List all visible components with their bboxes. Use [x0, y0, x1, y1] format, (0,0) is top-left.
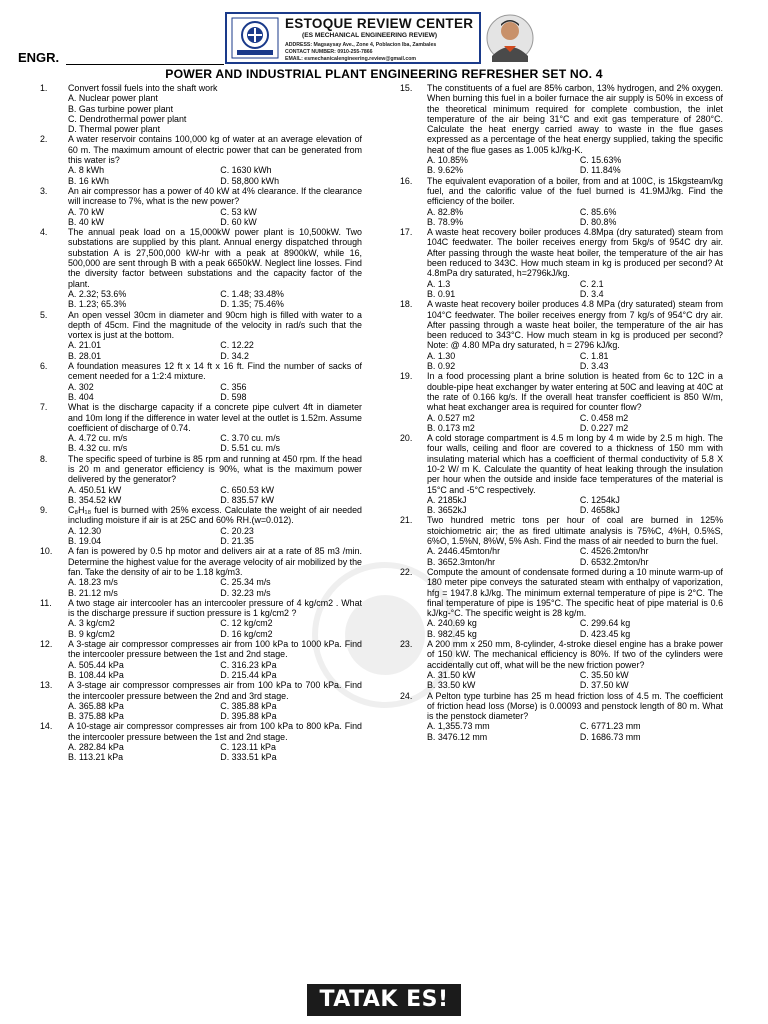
answer-option: D. 1.35; 75.46%: [220, 299, 284, 310]
answer-row: [68, 670, 362, 680]
answer-row: [427, 165, 723, 175]
answer-option: B. 3652kJ: [427, 505, 467, 516]
question-item: [400, 639, 723, 690]
answer-option: A. 302: [68, 381, 94, 392]
answer-option: B. 113.21 kPa: [68, 752, 124, 763]
question-item: [40, 680, 362, 721]
answer-option: A. 70 kW: [68, 206, 105, 217]
answer-option: D. 0.227 m2: [579, 422, 629, 433]
answer-row: [427, 351, 723, 361]
question-item: [40, 402, 362, 453]
answer-option: B. 0.173 m2: [427, 422, 475, 433]
question-number: 19.: [400, 371, 413, 382]
answer-option: D. 60 kW: [220, 216, 257, 227]
answer-option: D. 32.23 m/s: [220, 587, 271, 598]
answer-option: C. 1.81: [579, 350, 609, 361]
question-item: [40, 721, 362, 762]
question-text: A Pelton type turbine has 25 m head friction loss of 4.5 m. The coefficient of friction head loss (Morse) is 0.00093 and penstock length of 80 m. What is the penstock diameter?: [427, 690, 723, 722]
answer-row: [68, 495, 362, 505]
answer-option: D. 34.2: [220, 350, 249, 361]
answer-option: C. 35.50 kW: [579, 669, 629, 680]
question-number: 22.: [400, 566, 413, 577]
question-text: An air compressor has a power of 40 kW at 4% clearance. If the clearance will increase to 7%, what is the new power?: [68, 185, 362, 207]
question-number: 12.: [40, 639, 53, 650]
answer-option: D. 423.45 kg: [579, 628, 631, 639]
question-body: [427, 433, 723, 515]
answer-row: [427, 557, 723, 567]
answer-row: [427, 721, 723, 731]
question-body: [68, 361, 362, 402]
question-number: 21.: [400, 515, 413, 526]
answer-option: D. 16 kg/cm2: [220, 628, 273, 639]
answer-option: B. 0.91: [427, 288, 456, 299]
answer-row: [427, 495, 723, 505]
answer-row: [68, 207, 362, 217]
question-body: [68, 402, 362, 453]
instructor-photo-icon: [486, 12, 534, 64]
answer-option: C. 385.88 kPa: [220, 700, 277, 711]
question-text: An open vessel 30cm in diameter and 90cm high is filled with water to a depth of 45cm. Find the magnitude of the velocity in rad/s such that the vortex is just at the bottom.: [68, 309, 362, 341]
answer-option: D. 21.35: [220, 536, 254, 547]
answer-row: [427, 289, 723, 299]
answer-option: B. 4.32 cu. m/s: [68, 443, 128, 454]
question-body: [427, 227, 723, 299]
question-item: [400, 433, 723, 515]
answer-row: [68, 433, 362, 443]
answer-option: C. 53 kW: [220, 206, 257, 217]
answer-option: B. 16 kWh: [68, 175, 109, 186]
answer-option: A. 1.30: [427, 350, 456, 361]
question-number: 14.: [40, 721, 53, 732]
question-number: 17.: [400, 227, 413, 238]
question-text: The annual peak load on a 15,000kW power plant is 10,500kW. Two substations are supplied by this plant. Annual energy dispatched through substation A is 27,500,000 kW-hr with a peak at 8900kW, while 16, 500,000 are sent through B with a peak 6650kW. Neglect line losses. Find the diversity factor between substations and the capacity factor of the plant.: [68, 227, 362, 289]
answer-option: D. 835.57 kW: [220, 494, 275, 505]
brand-name: ESTOQUE REVIEW CENTER: [285, 16, 474, 31]
answer-row: [68, 176, 362, 186]
answer-option: B. 375.88 kPa: [68, 711, 124, 722]
question-item: [400, 371, 723, 433]
answer-option: A. 450.51 kW: [68, 484, 122, 495]
question-text: A water reservoir contains 100,000 kg of water at an average elevation of 60 m. The maximum amount of electric power that can be generated from this water is?: [68, 134, 362, 166]
answer-row: [427, 279, 723, 289]
answer-option: C. 316.23 kPa: [220, 659, 277, 670]
question-number: 3.: [40, 185, 48, 196]
question-body: [68, 83, 362, 134]
page-title: POWER AND INDUSTRIAL PLANT ENGINEERING REFRESHER SET NO. 4: [165, 67, 603, 81]
question-number: 6.: [40, 361, 48, 372]
question-body: [427, 83, 723, 176]
question-body: [427, 176, 723, 227]
question-text: C₈H₁₈ fuel is burned with 25% excess. Calculate the weight of air needed including moisture if air is at 25C and 60% RH.(w=0.012).: [68, 505, 362, 526]
answer-row: [427, 413, 723, 423]
question-number: 24.: [400, 690, 413, 701]
question-body: [68, 310, 362, 361]
question-item: [400, 515, 723, 566]
question-item: [400, 176, 723, 227]
answer-option: B. 1.23; 65.3%: [68, 299, 127, 310]
question-number: 2.: [40, 134, 48, 145]
answer-option: B. Gas turbine power plant: [68, 103, 174, 114]
answer-option: A. 31.50 kW: [427, 669, 476, 680]
brand-email: EMAIL: esmechanicalengineering.review@gmail.com: [285, 56, 417, 62]
answer-option: C. 20.23: [220, 525, 254, 536]
question-body: [427, 299, 723, 371]
question-number: 23.: [400, 639, 413, 650]
answer-option: C. 1.48; 33.48%: [220, 288, 284, 299]
question-text: A 3-stage air compressor compresses air from 100 kPa to 700 kPa. Find the intercooler pressure between the 2nd and 3rd stage.: [68, 680, 362, 701]
question-number: 16.: [400, 175, 413, 186]
answer-option: A. 505.44 kPa: [68, 659, 124, 670]
question-text: A foundation measures 12 ft x 14 ft x 16 ft. Find the number of sacks of cement needed for a 1:2:4 mixture.: [68, 361, 362, 382]
answer-option: C. 1254kJ: [579, 494, 620, 505]
question-text: A waste heat recovery boiler produces 4.8Mpa (dry saturated) steam from 104C feedwater. The boiler receives energy from 5kg/s of 954C dry air. After passing through the waste heat boiler, the temperature of the air has been reduced to 343C. How much steam in kg is produced per second? At 4.8mPa dry saturated, h=2796kJ/kg.: [427, 227, 723, 279]
answer-row: [68, 536, 362, 546]
answer-option: C. 6771.23 mm: [579, 721, 641, 732]
question-body: [68, 639, 362, 680]
question-item: [40, 639, 362, 680]
brand-header: [225, 12, 481, 64]
answer-option: A. 82.8%: [427, 206, 464, 217]
question-text: Compute the amount of condensate formed during a 10 minute warm-up of 180 meter pipe conveys the saturated steam with enthalpy of vaporization, hfg = 1947.8 kJ/kg. The minimum external temperature of pipe is 2°C. The final temperature of pipe is 195°C. The specific heat of pipe material is 0.6 kJ/kg-°C. The specific weight is 28 kg/m.: [427, 566, 723, 619]
answer-option: B. 0.92: [427, 361, 456, 372]
answer-option: D. 333.51 kPa: [220, 752, 277, 763]
question-body: [427, 639, 723, 690]
question-text: A waste heat recovery boiler produces 4.8 MPa (dry saturated) steam from 104°C feedwater. The boiler receives energy from 7 kg/s of 954°C dry air. After passing through a waste heat boiler, the temperature of the air has been reduced to 343°C. How much steam in kg is produced per second? Note: @ 4.80 MPa dry saturated, h = 2796 kJ/kg.: [427, 299, 723, 351]
answer-option: A. 8 kWh: [68, 165, 105, 176]
answer-option: B. 108.44 kPa: [68, 669, 124, 680]
question-number: 18.: [400, 299, 413, 310]
answer-option: D. 3.43: [579, 361, 609, 372]
answer-option: D. 11.84%: [579, 165, 621, 176]
question-item: [40, 83, 362, 134]
answer-option: C. 12.22: [220, 340, 254, 351]
answer-option: B. 3476.12 mm: [427, 731, 488, 742]
answer-option: A. 2446.45mton/hr: [427, 546, 501, 557]
question-text: A cold storage compartment is 4.5 m long by 4 m wide by 2.5 m high. The four walls, ceiling and floor are covered to a thickness of 150 mm with insulating material which has a coefficient of thermal conductivity of 5.8 X 10-2 W/ m K. Calculate the quantity of heat leaking through the insulation per hour when the outside and inside face temperatures of the material is 15°C and -5°C respectively.: [427, 433, 723, 495]
answer-option: D. 598: [220, 391, 247, 402]
question-body: [68, 454, 362, 505]
answer-option: D. 37.50 kW: [579, 680, 629, 691]
answer-option: C. 3.70 cu. m/s: [220, 433, 280, 444]
question-body: [427, 371, 723, 433]
answer-option: C. 1630 kWh: [220, 165, 272, 176]
answer-row: [427, 423, 723, 433]
question-item: [40, 227, 362, 309]
question-item: [40, 454, 362, 505]
question-item: [400, 299, 723, 371]
answer-option: B. 19.04: [68, 536, 102, 547]
answer-option: C. 85.6%: [579, 206, 617, 217]
answer-option: A. Nuclear power plant: [68, 93, 158, 104]
answer-row: [427, 546, 723, 556]
answer-row: [68, 629, 362, 639]
answer-row: [427, 618, 723, 628]
answer-option: C. 2.1: [579, 278, 604, 289]
answer-option: D. 80.8%: [579, 216, 617, 227]
answer-row: [68, 711, 362, 721]
answer-option: D. 5.51 cu. m/s: [220, 443, 280, 454]
engr-name-line: [66, 64, 224, 65]
answer-option: A. 2.32; 53.6%: [68, 288, 127, 299]
answer-row: [427, 629, 723, 639]
question-body: [427, 515, 723, 566]
answer-option: A. 10.85%: [427, 155, 468, 166]
question-item: [40, 361, 362, 402]
answer-option: B. 9.62%: [427, 165, 464, 176]
answer-option: A. 2185kJ: [427, 494, 467, 505]
question-number: 9.: [40, 505, 48, 516]
question-item: [400, 691, 723, 742]
answer-option: B. 404: [68, 391, 94, 402]
question-item: [40, 546, 362, 597]
answer-row: [68, 618, 362, 628]
answer-row: [427, 670, 723, 680]
question-body: [68, 598, 362, 639]
answer-row: [427, 505, 723, 515]
question-text: The specific speed of turbine is 85 rpm and running at 450 rpm. If the head is 20 m and generator efficiency is 90%, what is the maximum power delivered by the generator?: [68, 453, 362, 485]
question-text: A 10-stage air compressor compresses air from 100 kPa to 800 kPa. Find the intercooler pressure between the 1st and 2nd stage.: [68, 721, 362, 742]
question-number: 1.: [40, 83, 48, 93]
answer-option: C. 123.11 kPa: [220, 742, 276, 752]
answer-option: A. 365.88 kPa: [68, 700, 124, 711]
answer-option: A. 240.69 kg: [427, 618, 477, 629]
answer-option: B. 40 kW: [68, 216, 105, 227]
answer-row: [427, 207, 723, 217]
answer-row: [427, 217, 723, 227]
answer-option: D. Thermal power plant: [68, 124, 161, 135]
answer-option: B. 33.50 kW: [427, 680, 476, 691]
answer-option: D. 6532.2mton/hr: [579, 556, 649, 567]
answer-option: D. 215.44 kPa: [220, 669, 277, 680]
question-body: [427, 691, 723, 742]
question-number: 8.: [40, 453, 48, 464]
answer-option: B. 28.01: [68, 350, 102, 361]
question-body: [68, 186, 362, 227]
answer-option: A. 1.3: [427, 278, 451, 289]
answer-option: D. 3.4: [579, 288, 604, 299]
question-number: 10.: [40, 546, 53, 557]
answer-row: [68, 701, 362, 711]
question-text: Convert fossil fuels into the shaft work: [68, 83, 218, 93]
answer-row: [68, 351, 362, 361]
answer-row: [68, 443, 362, 453]
answer-row: [427, 680, 723, 690]
question-text: What is the discharge capacity if a concrete pipe culvert 4ft in diameter and 10m long if the difference in water level at the outlet is 1.52m. Assume coefficient of discharge of 0.74.: [68, 402, 362, 433]
answer-option: C. Dendrothermal power plant: [68, 113, 187, 124]
question-item: [40, 186, 362, 227]
tatak-es-badge: TATAK ES!: [307, 984, 461, 1016]
answer-option: A. 18.23 m/s: [68, 577, 118, 588]
question-body: [68, 134, 362, 185]
answer-option: A. 0.527 m2: [427, 412, 475, 423]
answer-option: B. 3652.3mton/hr: [427, 556, 496, 567]
answer-row: [68, 526, 362, 536]
question-item: [40, 310, 362, 361]
answer-option: C. 25.34 m/s: [220, 577, 271, 588]
answer-option: C. 299.64 kg: [579, 618, 631, 629]
question-body: [68, 680, 362, 721]
question-text: A 200 mm x 250 mm, 8-cylinder, 4-stroke diesel engine has a brake power of 150 kW. The mechanical efficiency is 80%. If two of the cylinders were accidentally cut off, what will be the new friction power?: [427, 639, 723, 670]
question-text: Two hundred metric tons per hour of coal are burned in 125% stoichiometric air; the as fired ultimate analysis is 75%C, 4%H, 0.5%S, 6%O, 1.5%N, 8%W, 5% Ash. Find the mass of air needed to burn the fuel.: [427, 515, 723, 547]
question-item: [40, 134, 362, 185]
answer-option: B. 9 kg/cm2: [68, 628, 115, 639]
answer-row: [427, 155, 723, 165]
answer-option: A. 1,355.73 mm: [427, 721, 490, 732]
question-body: [68, 505, 362, 546]
answer-row: [68, 660, 362, 670]
question-number: 11.: [40, 597, 52, 608]
engr-label: ENGR.: [18, 50, 60, 65]
question-number: 13.: [40, 680, 53, 691]
right-column: [400, 83, 723, 742]
answer-option: C. 15.63%: [579, 155, 622, 166]
answer-option: D. 58,800 kWh: [220, 175, 279, 186]
question-text: In a food processing plant a brine solution is heated from 6c to 12C in a double-pipe heat exchanger by water entering at 50C and leaving at 40C at the rate of 0.166 kg/s. If the overall heat transfer coefficient is 850 W/m, what heat exchanger area is required for counter flow?: [427, 371, 723, 413]
answer-option: B. 982.45 kg: [427, 628, 477, 639]
answer-row: [68, 392, 362, 402]
answer-row: [68, 289, 362, 299]
answer-row: [427, 732, 723, 742]
left-column: [40, 83, 362, 763]
answer-row: [68, 165, 362, 175]
answer-row: [427, 361, 723, 371]
answer-option: D. 395.88 kPa: [220, 711, 277, 722]
answer-option: C. 650.53 kW: [220, 484, 275, 495]
answer-option: A. 3 kg/cm2: [68, 618, 115, 629]
answer-option: B. 354.52 kW: [68, 494, 122, 505]
answer-row: [68, 752, 362, 762]
question-text: The constituents of a fuel are 85% carbon, 13% hydrogen, and 2% oxygen. When burning this fuel in a boiler furnace the air supply is 50% in excess of the theoretical minimum required for complete combustion, the inlet temperature of the air being 31°C and exit gas temperature of 280°C. Calculate the heat energy carried away to waste in the flue gases expressed as a percentage of the heat energy supplied, taking the specific heat of the flue gases as 1.005 kJ/kg-K.: [427, 83, 723, 155]
answer-option: C. 356: [220, 381, 247, 392]
answer-option: B. 21.12 m/s: [68, 587, 118, 598]
question-item: [400, 567, 723, 639]
answer-option: A. 21.01: [68, 340, 102, 351]
answer-option: D. 4658kJ: [579, 505, 620, 516]
question-body: [68, 546, 362, 597]
question-item: [40, 598, 362, 639]
question-text: A two stage air intercooler has an intercooler pressure of 4 kg/cm2 . What is the discharge pressure if suction pressure is 1 kg/cm2 ?: [68, 597, 362, 619]
answer-option: A. 4.72 cu. m/s: [68, 433, 128, 444]
question-text: A fan is powered by 0.5 hp motor and delivers air at a rate of 85 m3 /min. Determine the highest value for the average velocity of air mobilized by the fan. Take the density of air to be 1.18 kg/m3.: [68, 546, 362, 577]
question-body: [427, 567, 723, 639]
answer-option: A. 282.84 kPa: [68, 742, 124, 752]
question-number: 15.: [400, 83, 413, 93]
answer-option: D. 1686.73 mm: [579, 731, 641, 742]
question-text: A 3-stage air compressor compresses air from 100 kPa to 1000 kPa. Find the intercooler pressure between the 1st and 2nd stage.: [68, 639, 362, 660]
question-number: 4.: [40, 227, 48, 238]
question-body: [68, 721, 362, 762]
brand-address: ADDRESS: Magsaysay Ave., Zone 4, Poblacion Iba, Zambales: [285, 42, 437, 48]
answer-row: [68, 577, 362, 587]
answer-row: [68, 485, 362, 495]
question-item: [40, 505, 362, 546]
question-item: [400, 83, 723, 176]
answer-option: C. 0.458 m2: [579, 412, 629, 423]
answer-row: [68, 588, 362, 598]
question-number: 20.: [400, 433, 413, 444]
answer-option: C. 4526.2mton/hr: [579, 546, 649, 557]
question-number: 7.: [40, 402, 48, 413]
estoque-logo-icon: [231, 17, 279, 59]
answer-row: [68, 340, 362, 350]
answer-option: C. 12 kg/cm2: [220, 618, 273, 629]
answer-option: A. 12.30: [68, 525, 102, 536]
answer-row: [68, 217, 362, 227]
question-body: [68, 227, 362, 309]
answer-row: [68, 299, 362, 309]
question-number: 5.: [40, 309, 48, 320]
question-text: The equivalent evaporation of a boiler, from and at 100C, is 15kgsteam/kg fuel, and the calorific value of the fuel burned is 41.9MJ/kg. Find the efficiency of the boiler.: [427, 175, 723, 207]
question-item: [400, 227, 723, 299]
answer-option: B. 78.9%: [427, 216, 464, 227]
answer-row: [68, 382, 362, 392]
answer-row: [68, 742, 362, 752]
brand-subtitle: (ES MECHANICAL ENGINEERING REVIEW): [302, 32, 438, 39]
brand-contact: CONTACT NUMBER: 0910-255-7866: [285, 49, 373, 55]
